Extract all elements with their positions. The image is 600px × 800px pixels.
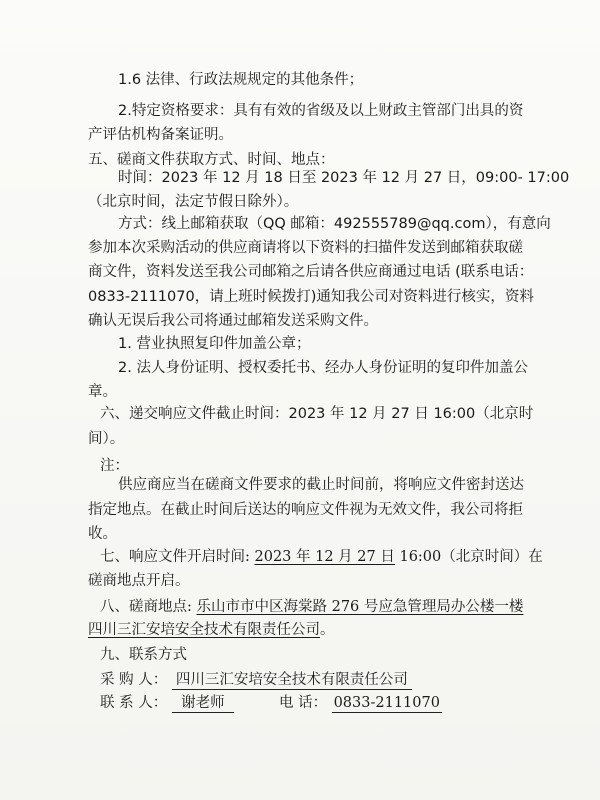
section-8-line-2 — [88, 620, 335, 640]
section-5-method-line-3: 商文件，资料发送至我公司邮箱之后请各供应商通过电话 (联系电话： — [88, 264, 534, 280]
contact-label: 联 系 人： — [100, 695, 168, 711]
section-5-heading: 五、磋商文件获取方式、时间、地点： — [88, 152, 335, 168]
contact-value: 谢老师 — [172, 694, 234, 713]
note-line-3: 收。 — [88, 526, 117, 542]
section-5-method-line-4: 0833-2111070，请上班时候拨打)通知我公司对资料进行核实，资料 — [88, 289, 534, 305]
requirement-2-line-1: 2. 法人身份证明、授权委托书、经办人身份证明的复印件加盖公 — [118, 360, 528, 376]
note-line-2: 指定地点。在截止时间后送达的响应文件视为无效文件，我公司将拒 — [88, 502, 523, 518]
contact-row — [100, 693, 442, 713]
item-2-line-2: 产评估机构备案证明。 — [88, 127, 233, 143]
section-6-line-1: 六、递交响应文件截止时间：2023 年 12 月 27 日 16:00（北京时 — [100, 406, 534, 422]
section-8-line-1 — [100, 597, 523, 617]
section-8-company: 四川三汇安培安全技术有限责任公司 — [88, 622, 320, 638]
section-7-prefix: 七、响应文件开启时间: — [100, 549, 250, 565]
phone-label: 电 话： — [279, 695, 328, 711]
section-8-end: 。 — [320, 622, 335, 638]
section-5-method-line-2: 参加本次采购活动的供应商请将以下资料的扫描件发送到邮箱获取磋 — [88, 240, 523, 256]
note-line-1: 供应商应当在磋商文件要求的截止时间前，将响应文件密封送达 — [118, 477, 524, 493]
section-8-prefix: 八、磋商地点: — [100, 599, 192, 615]
section-5-method-line-1: 方式：线上邮箱获取（QQ 邮箱：492555789@qq.com），有意向 — [118, 216, 551, 232]
section-6-line-2: 间）。 — [88, 431, 125, 447]
requirement-2-line-2: 章。 — [88, 384, 117, 400]
section-9-heading: 九、联系方式 — [100, 647, 187, 663]
buyer-value: 四川三汇安培安全技术有限责任公司 — [172, 671, 412, 690]
section-7-date: 2023 年 12 月 27 日 — [254, 549, 395, 565]
section-7-line-1 — [100, 547, 543, 567]
phone-value: 0833-2111070 — [333, 695, 440, 711]
section-7-line-2: 磋商地点开启。 — [88, 573, 190, 589]
section-8-address: 乐山市市中区海棠路 276 号应急管理局办公楼一楼 — [196, 599, 524, 615]
section-5-time-line-2: （北京时间，法定节假日除外）。 — [88, 194, 299, 210]
requirement-1: 1. 营业执照复印件加盖公章； — [118, 336, 311, 352]
buyer-row — [100, 670, 412, 690]
item-1-6: 1.6 法律、行政法规规定的其他条件； — [118, 72, 364, 88]
section-7-suffix: 16:00（北京时间）在 — [399, 549, 543, 565]
section-5-time-line-1: 时间：2023 年 12 月 18 日至 2023 年 12 月 27 日，09:00- 17:00 — [118, 170, 570, 186]
buyer-label: 采 购 人： — [100, 672, 168, 688]
item-2-line-1: 2.特定资格要求：具有有效的省级及以上财政主管部门出具的资 — [118, 103, 524, 119]
note-label: 注： — [100, 458, 129, 474]
section-5-method-line-5: 确认无误后我公司将通过邮箱发送采购文件。 — [88, 313, 378, 329]
